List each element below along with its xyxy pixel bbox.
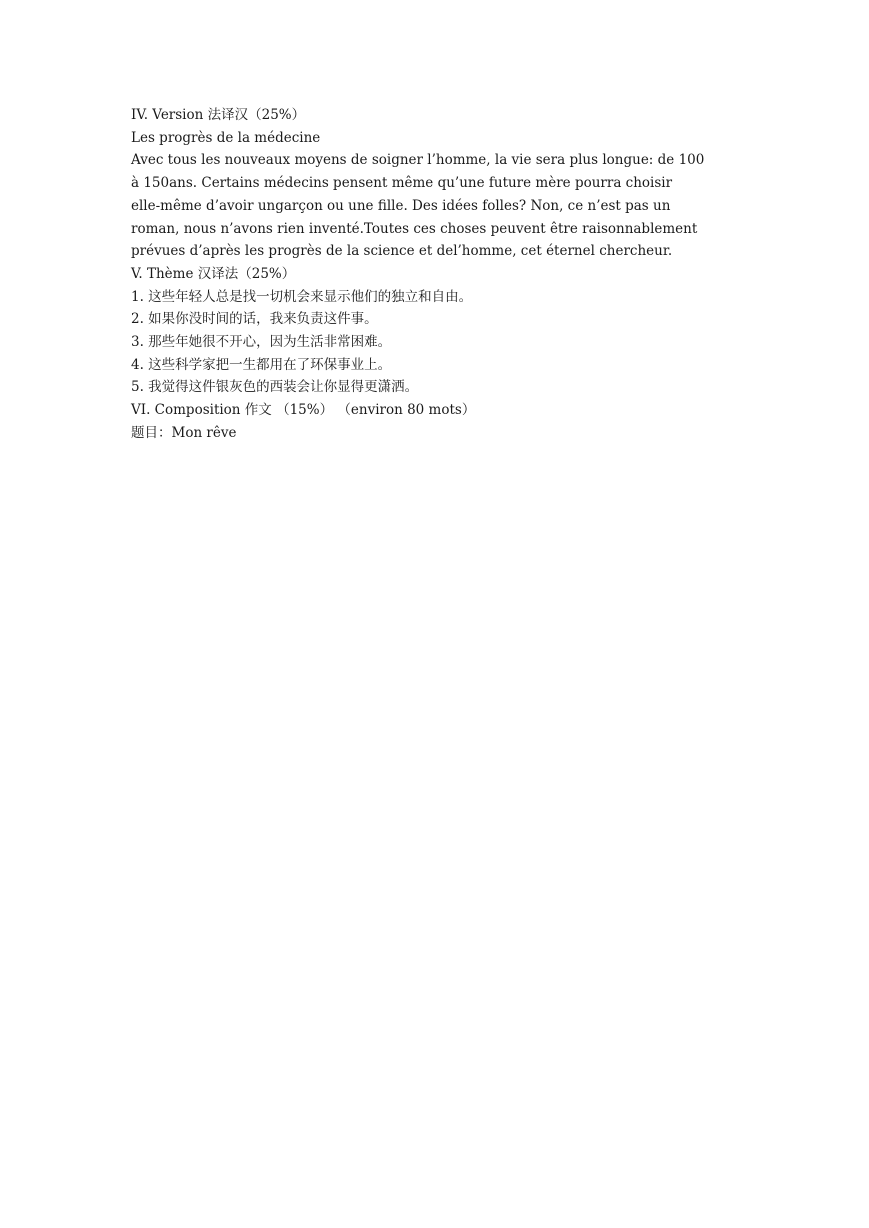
translation-item: 4. 这些科学家把一生都用在了环保事业上。: [131, 356, 392, 373]
composition-topic: 题目：Mon rêve: [131, 424, 237, 441]
passage-line: Avec tous les nouveaux moyens de soigner l’homme, la vie sera plus longue: de 100: [131, 152, 705, 169]
passage-line: roman, nous n’avons rien inventé.Toutes ces choses peuvent être raisonnablement: [131, 220, 698, 237]
document-page: [131, 104, 743, 445]
passage-paragraph: [131, 149, 743, 263]
section-6-heading: VI. Composition 作文 （15%） （environ 80 mots）: [131, 402, 476, 419]
translation-item: 2. 如果你没时间的话，我来负责这件事。: [131, 311, 378, 328]
passage-line: prévues d’après les progrès de la science et del’homme, cet éternel chercheur.: [131, 243, 673, 260]
passage-line: elle-même d’avoir ungarçon ou une fille. Des idées folles? Non, ce n’est pas un: [131, 197, 671, 214]
translation-item: 5. 我觉得这件银灰色的西装会让你显得更潇洒。: [131, 379, 419, 396]
section-4-heading: IV. Version 法译汉（25%）: [131, 107, 306, 123]
translation-item: 1. 这些年轻人总是找一切机会来显示他们的独立和自由。: [131, 288, 473, 305]
passage-title: Les progrès de la médecine: [131, 129, 321, 146]
section-5-heading: V. Thème 汉译法（25%）: [131, 265, 296, 282]
passage-line: à 150ans. Certains médecins pensent même qu’une future mère pourra choisir: [131, 175, 673, 192]
translation-items-list: [131, 286, 743, 400]
translation-item: 3. 那些年她很不开心，因为生活非常困难。: [131, 334, 392, 351]
